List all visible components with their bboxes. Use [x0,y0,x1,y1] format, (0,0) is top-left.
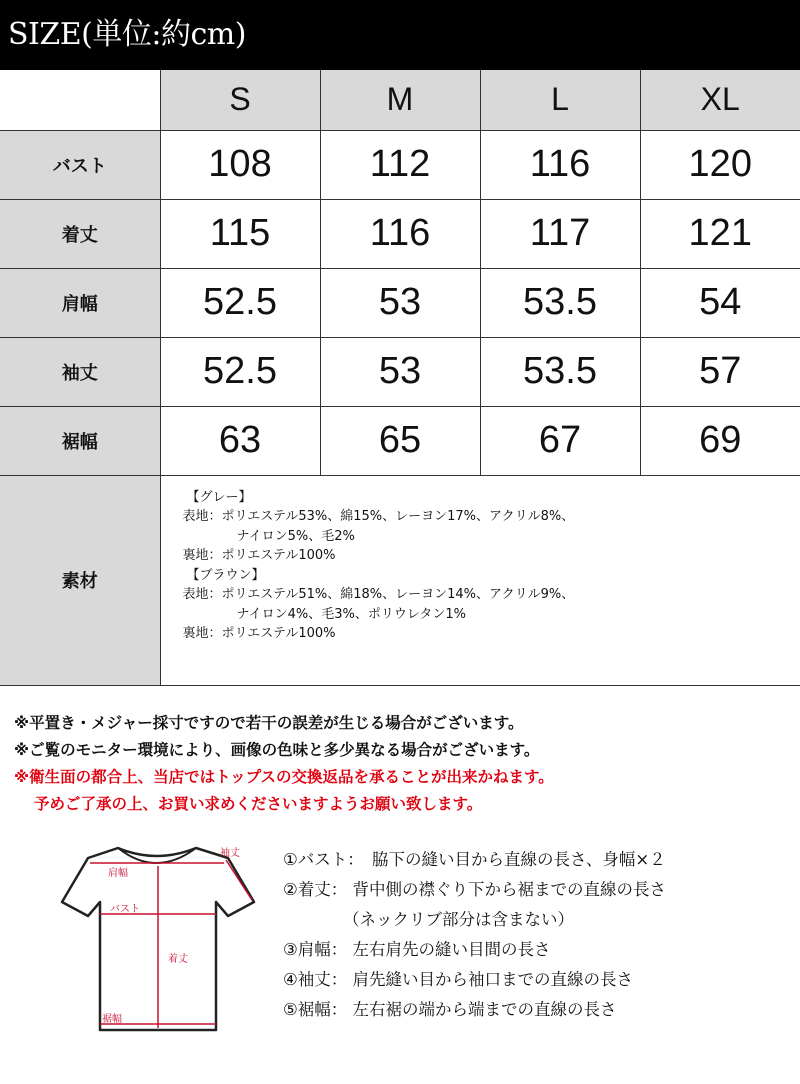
material-line: 【ブラウン】 [186,567,265,583]
table-row-material [0,475,800,685]
measure-line: ⑤裾幅： 左右裾の端から端までの直線の長さ [283,1000,617,1019]
measure-line: ④袖丈： 肩先縫い目から袖口までの直線の長さ [283,970,634,989]
table-row-bust [0,130,800,199]
measure-line: ③肩幅： 左右肩先の縫い目間の長さ [283,940,551,959]
note-line-warning: 予めご了承の上、お買い求めくださいますようお願い致します。 [34,795,483,813]
table-cell: 121 [640,199,800,268]
table-cell: 120 [640,130,800,199]
table-cell: 65 [320,406,480,475]
table-row-hem [0,406,800,475]
row-label: バスト [0,130,160,199]
material-line: ナイロン5%、毛2% [236,528,355,544]
table-cell: 116 [320,199,480,268]
size-header-row [0,70,800,130]
size-title: SIZE(単位:約cm) [0,0,800,70]
table-cell: 116 [480,130,640,199]
table-cell: 117 [480,199,640,268]
notes [14,710,554,818]
table-row-sleeve [0,337,800,406]
table-cell: 57 [640,337,800,406]
measure-line: ①バスト： 脇下の縫い目から直線の長さ、身幅×２ [283,850,666,869]
bust-label: バスト [110,904,140,915]
measurement-guide [283,845,666,1025]
hem-label: 裾幅 [102,1014,122,1025]
table-cell: 53.5 [480,337,640,406]
table-row-length [0,199,800,268]
table-cell: 67 [480,406,640,475]
size-header-xl: XL [640,70,800,130]
size-header-s: S [160,70,320,130]
table-corner [0,70,160,130]
size-header-l: L [480,70,640,130]
material-cell [160,475,800,685]
table-cell: 53 [320,268,480,337]
table-cell: 112 [320,130,480,199]
row-label: 着丈 [0,199,160,268]
table-cell: 63 [160,406,320,475]
length-label: 着丈 [168,954,188,965]
row-label: 裾幅 [0,406,160,475]
table-cell: 52.5 [160,337,320,406]
note-line: ※平置き・メジャー採寸ですので若干の誤差が生じる場合がございます。 [14,714,524,732]
table-cell: 108 [160,130,320,199]
table-cell: 53 [320,337,480,406]
table-row-shoulder [0,268,800,337]
material-line: 裏地：ポリエステル100% [182,626,336,641]
note-line: ※ご覧のモニター環境により、画像の色味と多少異なる場合がございます。 [14,741,540,759]
shoulder-label: 肩幅 [108,868,128,879]
size-header-m: M [320,70,480,130]
table-cell: 53.5 [480,268,640,337]
note-line-warning: ※衛生面の都合上、当店ではトップスの交換返品を承ることが出来かねます。 [14,768,554,786]
material-line: 裏地：ポリエステル100% [182,548,336,563]
table-cell: 54 [640,268,800,337]
material-line: ナイロン4%、毛3%、ポリウレタン1% [236,606,466,622]
table-cell: 69 [640,406,800,475]
shirt-diagram [56,830,266,1045]
measure-line: （ネックリブ部分は含まない） [343,910,574,929]
material-line: 【グレー】 [186,489,252,505]
tshirt-icon [56,830,266,1045]
material-line: 表地：ポリエステル53%、綿15%、レーヨン17%、アクリル8%、 [182,509,575,524]
row-label: 素材 [0,475,160,685]
table-cell: 52.5 [160,268,320,337]
table-cell: 115 [160,199,320,268]
row-label: 肩幅 [0,268,160,337]
row-label: 袖丈 [0,337,160,406]
size-table [0,70,800,686]
measure-line: ②着丈： 背中側の襟ぐり下から裾までの直線の長さ [283,880,667,899]
sleeve-label: 袖丈 [220,848,240,859]
material-line: 表地：ポリエステル51%、綿18%、レーヨン14%、アクリル9%、 [182,587,575,602]
